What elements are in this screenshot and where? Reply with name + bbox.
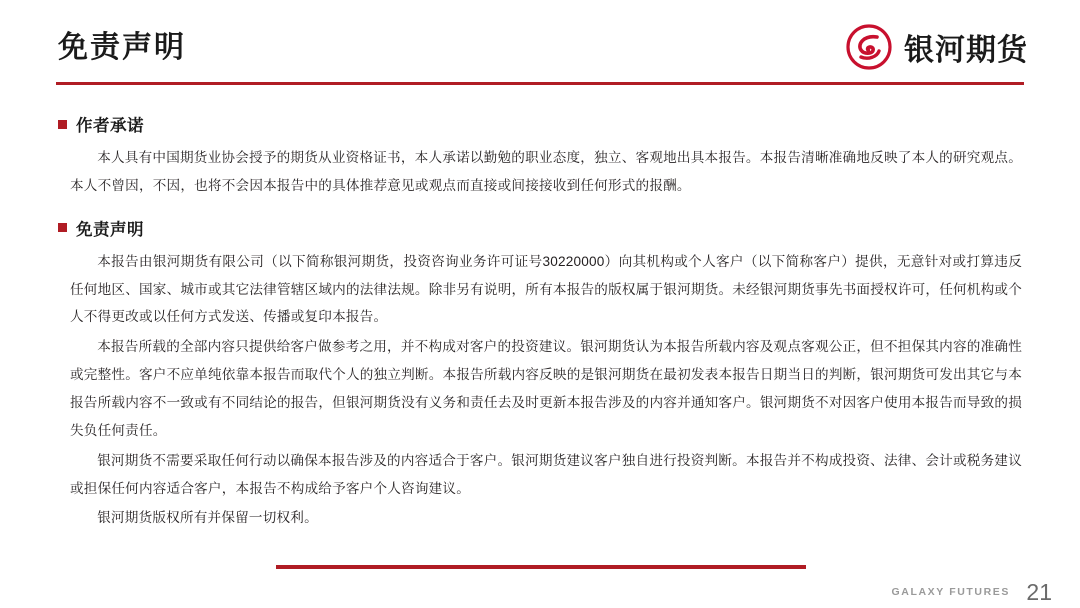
section-heading	[0, 216, 1080, 240]
slide-content	[0, 96, 1080, 538]
brand-lockup	[846, 24, 1028, 70]
paragraph: 本人具有中国期货业协会授予的期货从业资格证书，本人承诺以勤勉的职业态度，独立、客观地出具本报告。本报告清晰准确地反映了本人的研究观点。本人不曾因，不因，也将不会因本报告中的具体推荐意见或观点而直接或间接接收到任何形式的报酬。	[70, 150, 1022, 193]
square-bullet-icon	[58, 120, 67, 129]
square-bullet-icon	[58, 223, 67, 232]
page-number: 21	[1026, 579, 1052, 605]
header-divider	[56, 82, 1024, 85]
paragraph: 本报告所载的全部内容只提供给客户做参考之用，并不构成对客户的投资建议。银河期货认为本报告所载内容及观点客观公正，但不担保其内容的准确性或完整性。客户不应单纯依靠本报告而取代个人的独立判断。本报告所载内容反映的是银河期货在最初发表本报告日期当日的判断，银河期货可发出其它与本报告所载内容不一致或有不同结论的报告，但银河期货没有义务和责任去及时更新本报告涉及的内容并通知客户。银河期货不对因客户使用本报告而导致的损失负任何责任。	[70, 339, 1022, 438]
paragraph: 银河期货不需要采取任何行动以确保本报告涉及的内容适合于客户。银河期货建议客户独自进行投资判断。本报告并不构成投资、法律、会计或税务建议或担保任何内容适合客户，本报告不构成给予客户个人咨询建议。	[70, 452, 1022, 496]
footer-brand-latin: GALAXY FUTURES	[891, 586, 1010, 598]
section-title: 作者承诺	[76, 117, 144, 135]
galaxy-swirl-logo-icon	[846, 24, 892, 70]
section-disclaimer	[0, 216, 1080, 533]
section-heading	[0, 112, 1080, 136]
brand-name: 银河期货	[904, 34, 1028, 67]
page-title: 免责声明	[58, 31, 186, 64]
paragraph: 银河期货版权所有并保留一切权利。	[97, 510, 318, 526]
footer-divider	[276, 565, 806, 569]
section-title: 免责声明	[76, 220, 144, 239]
section-author-commitment	[0, 112, 1080, 200]
paragraph: 本报告由银河期货有限公司（以下简称银河期货，投资咨询业务许可证号30220000）向其机构或个人客户（以下简称客户）提供，无意针对或打算违反任何地区、国家、城市或其它法律管辖区域内的法律法规。除非另有说明，所有本报告的版权属于银河期货。未经银河期货事先书面授权许可，任何机构或个人不得更改或以任何方式发送、传播或复印本报告。	[70, 253, 1022, 325]
slide-header	[0, 0, 1080, 88]
